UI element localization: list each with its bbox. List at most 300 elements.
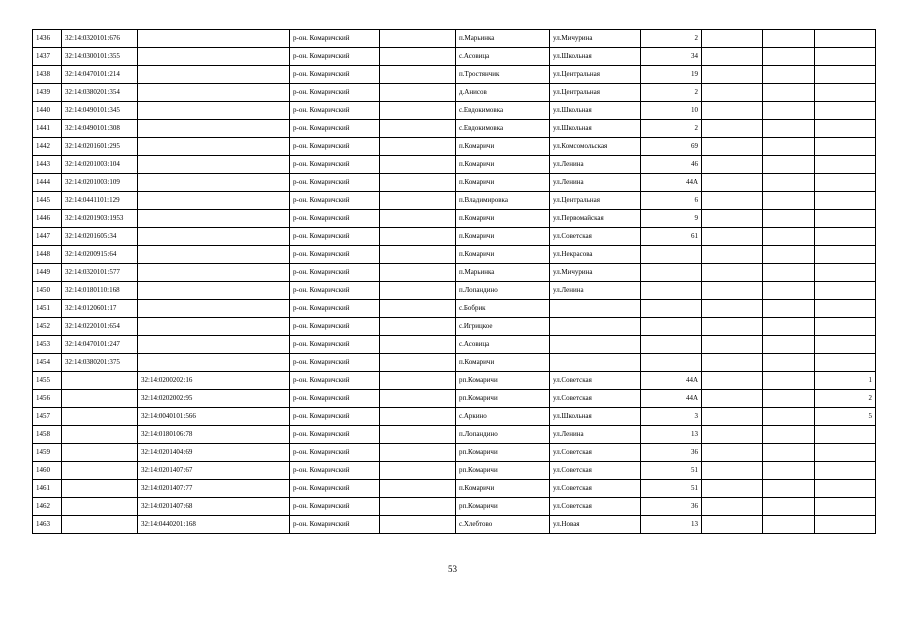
settlement-cell: п.Тростянчик [456,66,550,84]
extra-cell [702,192,763,210]
extra-cell [763,498,815,516]
cadastral-number-cell: 32:14:0201601:295 [62,138,138,156]
street-cell: ул.Мичурина [550,264,641,282]
table-row [33,246,876,264]
row-number-cell: 1463 [33,516,62,534]
apartment-cell [815,138,876,156]
cadastral-number-cell [62,426,138,444]
house-number-cell: 44А [641,372,702,390]
cadastral-number-alt-cell: 32:14:0040101:566 [138,408,290,426]
empty-cell [380,336,456,354]
extra-cell [763,480,815,498]
cadastral-number-alt-cell [138,228,290,246]
extra-cell [702,210,763,228]
street-cell: ул.Ленина [550,156,641,174]
extra-cell [702,372,763,390]
apartment-cell [815,246,876,264]
table-row [33,192,876,210]
apartment-cell [815,426,876,444]
table-row [33,30,876,48]
empty-cell [380,462,456,480]
house-number-cell: 46 [641,156,702,174]
cadastral-number-alt-cell [138,48,290,66]
table-row [33,444,876,462]
district-cell: р-он. Комаричский [290,336,380,354]
row-number-cell: 1437 [33,48,62,66]
house-number-cell: 44А [641,390,702,408]
cadastral-number-alt-cell: 32:14:0200202:16 [138,372,290,390]
street-cell: ул.Центральная [550,66,641,84]
street-cell: ул.Ленина [550,426,641,444]
extra-cell [763,282,815,300]
extra-cell [763,426,815,444]
table-row [33,300,876,318]
row-number-cell: 1444 [33,174,62,192]
street-cell [550,300,641,318]
cadastral-number-cell: 32:14:0380201:354 [62,84,138,102]
cadastral-number-cell: 32:14:0441101:129 [62,192,138,210]
cadastral-number-cell [62,462,138,480]
house-number-cell [641,264,702,282]
extra-cell [763,174,815,192]
extra-cell [763,264,815,282]
apartment-cell: 5 [815,408,876,426]
extra-cell [702,48,763,66]
table-row [33,48,876,66]
empty-cell [380,372,456,390]
apartment-cell [815,498,876,516]
extra-cell [702,246,763,264]
row-number-cell: 1446 [33,210,62,228]
house-number-cell: 19 [641,66,702,84]
empty-cell [380,66,456,84]
table-row [33,480,876,498]
settlement-cell: с.Евдокимовка [456,120,550,138]
row-number-cell: 1456 [33,390,62,408]
table-row [33,516,876,534]
empty-cell [380,282,456,300]
apartment-cell [815,192,876,210]
cadastral-number-cell: 32:14:0200915:64 [62,246,138,264]
cadastral-number-alt-cell: 32:14:0201407:77 [138,480,290,498]
house-number-cell: 9 [641,210,702,228]
cadastral-number-cell: 32:14:0201903:1953 [62,210,138,228]
settlement-cell: рп.Комаричи [456,498,550,516]
district-cell: р-он. Комаричский [290,102,380,120]
empty-cell [380,300,456,318]
cadastral-number-alt-cell [138,84,290,102]
district-cell: р-он. Комаричский [290,228,380,246]
extra-cell [702,444,763,462]
street-cell: ул.Советская [550,462,641,480]
settlement-cell: п.Комаричи [456,156,550,174]
cadastral-number-cell: 32:14:0120601:17 [62,300,138,318]
cadastral-number-cell: 32:14:0320101:676 [62,30,138,48]
settlement-cell: с.Асовица [456,336,550,354]
district-cell: р-он. Комаричский [290,498,380,516]
table-row [33,426,876,444]
page-number: 53 [448,564,457,574]
extra-cell [763,336,815,354]
extra-cell [702,138,763,156]
empty-cell [380,174,456,192]
settlement-cell: п.Марьинка [456,264,550,282]
extra-cell [763,192,815,210]
extra-cell [763,390,815,408]
table-row [33,102,876,120]
apartment-cell [815,120,876,138]
settlement-cell: п.Комаричи [456,246,550,264]
extra-cell [763,408,815,426]
empty-cell [380,444,456,462]
district-cell: р-он. Комаричский [290,300,380,318]
apartment-cell [815,336,876,354]
extra-cell [763,516,815,534]
empty-cell [380,246,456,264]
apartment-cell [815,264,876,282]
extra-cell [702,480,763,498]
settlement-cell: п.Комаричи [456,138,550,156]
district-cell: р-он. Комаричский [290,120,380,138]
row-number-cell: 1454 [33,354,62,372]
street-cell: ул.Ленина [550,174,641,192]
settlement-cell: с.Бобрик [456,300,550,318]
table-row [33,66,876,84]
house-number-cell: 51 [641,480,702,498]
district-cell: р-он. Комаричский [290,192,380,210]
district-cell: р-он. Комаричский [290,426,380,444]
apartment-cell [815,228,876,246]
cadastral-number-cell: 32:14:0470101:214 [62,66,138,84]
cadastral-number-cell: 32:14:0180110:168 [62,282,138,300]
row-number-cell: 1442 [33,138,62,156]
cadastral-number-cell [62,444,138,462]
cadastral-number-alt-cell [138,210,290,228]
house-number-cell [641,318,702,336]
row-number-cell: 1450 [33,282,62,300]
cadastral-number-alt-cell [138,264,290,282]
extra-cell [702,120,763,138]
cadastral-number-alt-cell: 32:14:0202002:95 [138,390,290,408]
extra-cell [702,300,763,318]
extra-cell [702,156,763,174]
district-cell: р-он. Комаричский [290,354,380,372]
street-cell: ул.Некрасова [550,246,641,264]
extra-cell [763,48,815,66]
district-cell: р-он. Комаричский [290,264,380,282]
extra-cell [763,156,815,174]
empty-cell [380,210,456,228]
house-number-cell: 61 [641,228,702,246]
extra-cell [702,174,763,192]
street-cell: ул.Ленина [550,282,641,300]
street-cell: ул.Советская [550,498,641,516]
district-cell: р-он. Комаричский [290,372,380,390]
district-cell: р-он. Комаричский [290,516,380,534]
row-number-cell: 1460 [33,462,62,480]
extra-cell [702,318,763,336]
row-number-cell: 1458 [33,426,62,444]
cadastral-number-cell [62,408,138,426]
extra-cell [702,354,763,372]
cadastral-number-cell: 32:14:0300101:355 [62,48,138,66]
row-number-cell: 1440 [33,102,62,120]
table-row [33,174,876,192]
extra-cell [702,336,763,354]
row-number-cell: 1452 [33,318,62,336]
extra-cell [702,102,763,120]
street-cell: ул.Школьная [550,120,641,138]
street-cell: ул.Мичурина [550,30,641,48]
street-cell: ул.Центральная [550,84,641,102]
extra-cell [763,84,815,102]
apartment-cell [815,444,876,462]
house-number-cell: 13 [641,516,702,534]
apartment-cell [815,66,876,84]
house-number-cell: 69 [641,138,702,156]
extra-cell [763,120,815,138]
street-cell [550,318,641,336]
extra-cell [702,390,763,408]
extra-cell [702,66,763,84]
settlement-cell: д.Анисов [456,84,550,102]
empty-cell [380,264,456,282]
extra-cell [702,426,763,444]
row-number-cell: 1451 [33,300,62,318]
empty-cell [380,138,456,156]
empty-cell [380,84,456,102]
cadastral-number-alt-cell [138,66,290,84]
house-number-cell: 2 [641,84,702,102]
cadastral-number-cell: 32:14:0490101:345 [62,102,138,120]
apartment-cell [815,354,876,372]
extra-cell [763,318,815,336]
district-cell: р-он. Комаричский [290,246,380,264]
extra-cell [763,228,815,246]
street-cell: ул.Школьная [550,408,641,426]
extra-cell [763,444,815,462]
empty-cell [380,228,456,246]
cadastral-number-alt-cell [138,138,290,156]
cadastral-number-alt-cell [138,156,290,174]
cadastral-number-cell [62,390,138,408]
cadastral-number-cell: 32:14:0201003:104 [62,156,138,174]
extra-cell [702,264,763,282]
cadastral-number-alt-cell: 32:14:0201407:68 [138,498,290,516]
house-number-cell: 2 [641,30,702,48]
table-row [33,138,876,156]
table-row [33,354,876,372]
street-cell: ул.Школьная [550,102,641,120]
settlement-cell: п.Комаричи [456,228,550,246]
extra-cell [702,516,763,534]
street-cell: ул.Центральная [550,192,641,210]
apartment-cell [815,480,876,498]
empty-cell [380,120,456,138]
apartment-cell [815,156,876,174]
empty-cell [380,48,456,66]
extra-cell [702,408,763,426]
table-row [33,336,876,354]
empty-cell [380,30,456,48]
settlement-cell: рп.Комаричи [456,390,550,408]
street-cell: ул.Новая [550,516,641,534]
row-number-cell: 1447 [33,228,62,246]
row-number-cell: 1455 [33,372,62,390]
street-cell: ул.Школьная [550,48,641,66]
extra-cell [763,246,815,264]
row-number-cell: 1448 [33,246,62,264]
extra-cell [702,228,763,246]
empty-cell [380,480,456,498]
table-row [33,372,876,390]
district-cell: р-он. Комаричский [290,408,380,426]
cadastral-number-cell: 32:14:0490101:308 [62,120,138,138]
row-number-cell: 1457 [33,408,62,426]
settlement-cell: п.Комаричи [456,174,550,192]
cadastral-number-cell: 32:14:0470101:247 [62,336,138,354]
empty-cell [380,354,456,372]
table-row [33,264,876,282]
house-number-cell: 10 [641,102,702,120]
settlement-cell: с.Евдокимовка [456,102,550,120]
street-cell: ул.Советская [550,390,641,408]
table-row [33,462,876,480]
district-cell: р-он. Комаричский [290,138,380,156]
apartment-cell [815,30,876,48]
district-cell: р-он. Комаричский [290,84,380,102]
cadastral-number-cell: 32:14:0220101:654 [62,318,138,336]
row-number-cell: 1462 [33,498,62,516]
settlement-cell: п.Лопандино [456,282,550,300]
cadastral-number-cell: 32:14:0380201:375 [62,354,138,372]
house-number-cell: 13 [641,426,702,444]
row-number-cell: 1461 [33,480,62,498]
extra-cell [763,372,815,390]
row-number-cell: 1443 [33,156,62,174]
district-cell: р-он. Комаричский [290,48,380,66]
extra-cell [763,462,815,480]
district-cell: р-он. Комаричский [290,210,380,228]
extra-cell [763,66,815,84]
house-number-cell [641,246,702,264]
cadastral-number-cell: 32:14:0201003:109 [62,174,138,192]
table-row [33,318,876,336]
table-row [33,228,876,246]
extra-cell [702,30,763,48]
extra-cell [702,498,763,516]
cadastral-number-alt-cell [138,282,290,300]
cadastral-number-alt-cell [138,318,290,336]
settlement-cell: с.Асовица [456,48,550,66]
empty-cell [380,390,456,408]
cadastral-number-alt-cell [138,192,290,210]
extra-cell [702,282,763,300]
extra-cell [763,102,815,120]
house-number-cell: 44А [641,174,702,192]
house-number-cell [641,336,702,354]
cadastral-number-alt-cell [138,246,290,264]
apartment-cell [815,282,876,300]
table-row [33,84,876,102]
settlement-cell: п.Комаричи [456,480,550,498]
cadastral-number-alt-cell: 32:14:0180106:78 [138,426,290,444]
extra-cell [763,30,815,48]
house-number-cell [641,300,702,318]
house-number-cell: 6 [641,192,702,210]
settlement-cell: с.Игрицкое [456,318,550,336]
district-cell: р-он. Комаричский [290,318,380,336]
district-cell: р-он. Комаричский [290,462,380,480]
apartment-cell [815,84,876,102]
street-cell: ул.Советская [550,228,641,246]
apartment-cell [815,102,876,120]
extra-cell [763,354,815,372]
apartment-cell [815,210,876,228]
cadastral-number-alt-cell: 32:14:0201407:67 [138,462,290,480]
registry-table [32,29,876,534]
cadastral-number-alt-cell [138,336,290,354]
cadastral-number-cell [62,498,138,516]
empty-cell [380,498,456,516]
cadastral-number-alt-cell [138,354,290,372]
table-row [33,282,876,300]
table-row [33,498,876,516]
cadastral-number-alt-cell: 32:14:0440201:168 [138,516,290,534]
house-number-cell [641,282,702,300]
empty-cell [380,426,456,444]
apartment-cell [815,174,876,192]
settlement-cell: рп.Комаричи [456,444,550,462]
empty-cell [380,408,456,426]
table-row [33,210,876,228]
district-cell: р-он. Комаричский [290,174,380,192]
district-cell: р-он. Комаричский [290,444,380,462]
street-cell: ул.Советская [550,372,641,390]
empty-cell [380,516,456,534]
house-number-cell: 36 [641,498,702,516]
district-cell: р-он. Комаричский [290,480,380,498]
apartment-cell [815,462,876,480]
district-cell: р-он. Комаричский [290,282,380,300]
cadastral-number-cell [62,372,138,390]
cadastral-number-alt-cell [138,300,290,318]
settlement-cell: рп.Комаричи [456,462,550,480]
empty-cell [380,102,456,120]
cadastral-number-cell: 32:14:0201605:34 [62,228,138,246]
table-row [33,408,876,426]
street-cell [550,354,641,372]
cadastral-number-cell [62,480,138,498]
empty-cell [380,192,456,210]
apartment-cell [815,516,876,534]
row-number-cell: 1439 [33,84,62,102]
row-number-cell: 1438 [33,66,62,84]
table-row [33,120,876,138]
cadastral-number-alt-cell [138,174,290,192]
house-number-cell: 34 [641,48,702,66]
district-cell: р-он. Комаричский [290,30,380,48]
extra-cell [702,462,763,480]
settlement-cell: п.Марьинка [456,30,550,48]
house-number-cell: 51 [641,462,702,480]
settlement-cell: п.Комаричи [456,210,550,228]
cadastral-number-cell: 32:14:0320101:577 [62,264,138,282]
extra-cell [763,300,815,318]
street-cell [550,336,641,354]
row-number-cell: 1436 [33,30,62,48]
street-cell: ул.Советская [550,480,641,498]
